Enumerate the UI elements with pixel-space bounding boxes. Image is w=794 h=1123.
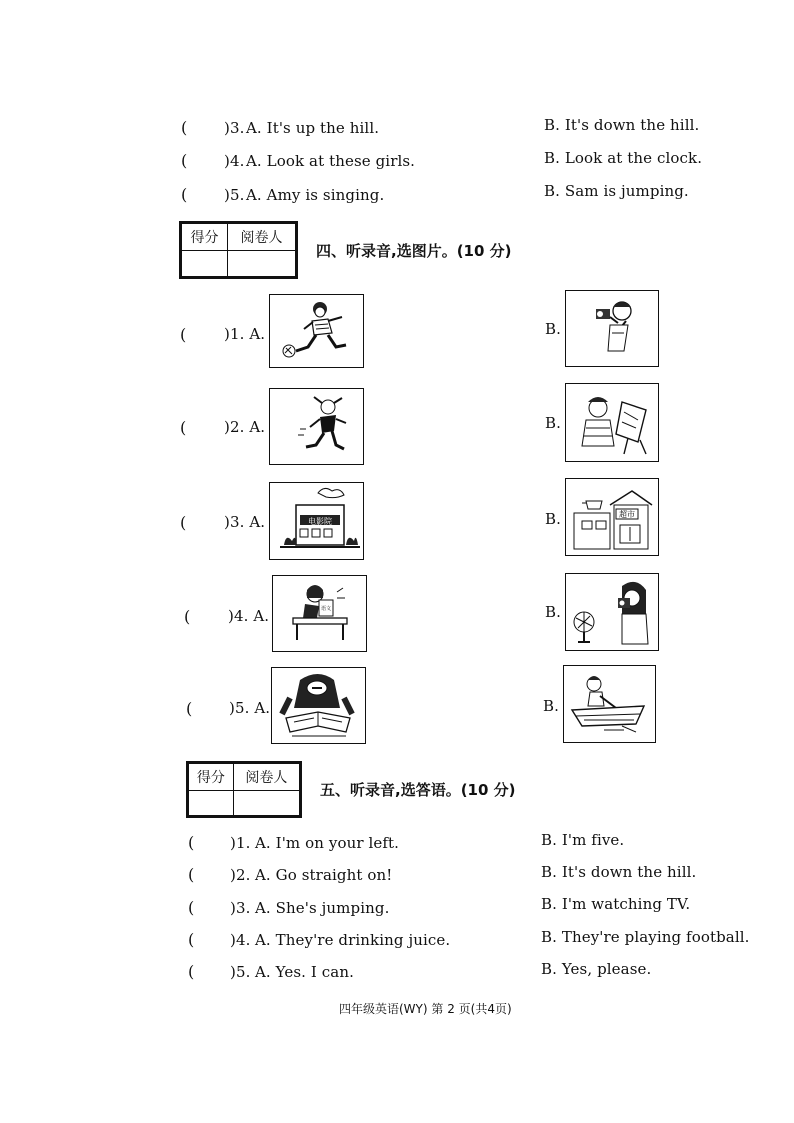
option-a: A. Yes. I can. <box>255 963 354 981</box>
question-number: )3. A. <box>224 513 266 531</box>
question-number: )1. A. <box>224 325 266 343</box>
girl-drawing-at-easel-picture[interactable] <box>565 383 659 462</box>
answer-paren-open: ( <box>180 325 187 344</box>
answer-paren-open: ( <box>186 699 193 718</box>
page-footer: 四年级英语(WY) 第 2 页(共4页) <box>339 1002 512 1016</box>
section5-title: 五、听录音,选答语。(10 分) <box>320 781 516 799</box>
question-number: )5. <box>224 186 245 204</box>
score-box <box>186 761 302 818</box>
option-b: B. Look at the clock. <box>544 149 703 167</box>
answer-paren-open: ( <box>188 898 195 917</box>
option-b: B. I'm five. <box>541 831 625 849</box>
cinema-sign: 电影院 <box>308 517 332 526</box>
girl-reading-at-desk-picture[interactable] <box>272 575 367 652</box>
section4-title: 四、听录音,选图片。(10 分) <box>316 242 512 260</box>
question-number: )3. <box>230 899 251 917</box>
option-b: B. Yes, please. <box>541 960 652 978</box>
score-label: 得分 <box>189 764 234 791</box>
score-cell[interactable] <box>182 251 228 277</box>
option-b: B. It's down the hill. <box>541 863 697 881</box>
girl-rowing-boat-picture[interactable] <box>563 665 656 743</box>
option-b-label: B. <box>543 697 559 715</box>
answer-paren-open: ( <box>180 418 187 437</box>
score-box <box>179 221 298 279</box>
option-a: A. Go straight on! <box>255 866 393 884</box>
question-number: )3. <box>224 119 245 137</box>
option-b-label: B. <box>545 603 561 621</box>
boy-taking-photo-picture[interactable] <box>565 290 659 367</box>
option-a: A. Amy is singing. <box>246 186 385 204</box>
option-b-label: B. <box>545 320 561 338</box>
grader-cell[interactable] <box>233 791 299 816</box>
girl-taking-photo-of-tree-picture[interactable] <box>565 573 659 651</box>
answer-paren-open: ( <box>184 607 191 626</box>
grader-label: 阅卷人 <box>227 224 295 251</box>
answer-paren-open: ( <box>180 513 187 532</box>
option-b: B. Sam is jumping. <box>544 182 689 200</box>
girl-running-picture[interactable] <box>269 388 364 465</box>
grader-label: 阅卷人 <box>233 764 299 791</box>
grader-cell[interactable] <box>227 251 295 277</box>
question-number: )4. A. <box>228 607 270 625</box>
question-number: )5. A. <box>229 699 271 717</box>
answer-paren-open: ( <box>181 151 188 170</box>
option-b-label: B. <box>545 414 561 432</box>
option-b: B. I'm watching TV. <box>541 895 691 913</box>
option-a: A. They're drinking juice. <box>255 931 451 949</box>
boy-kicking-football-picture[interactable] <box>269 294 364 368</box>
answer-paren-open: ( <box>188 930 195 949</box>
gorilla-reading-book-picture[interactable] <box>271 667 366 744</box>
question-number: )1. <box>230 834 251 852</box>
option-a: A. Look at these girls. <box>246 152 416 170</box>
book-label: 语文 <box>320 606 332 612</box>
answer-paren-open: ( <box>181 185 188 204</box>
question-number: )5. <box>230 963 251 981</box>
supermarket-building-picture[interactable] <box>565 478 659 556</box>
option-b-label: B. <box>545 510 561 528</box>
answer-paren-open: ( <box>181 118 188 137</box>
option-b: B. It's down the hill. <box>544 116 700 134</box>
score-label: 得分 <box>182 224 228 251</box>
supermarket-sign: 超市 <box>619 510 635 519</box>
answer-paren-open: ( <box>188 865 195 884</box>
answer-paren-open: ( <box>188 833 195 852</box>
question-number: )2. A. <box>224 418 266 436</box>
score-cell[interactable] <box>189 791 234 816</box>
question-number: )2. <box>230 866 251 884</box>
question-number: )4. <box>224 152 245 170</box>
cinema-building-picture[interactable] <box>269 482 364 560</box>
option-b: B. They're playing football. <box>541 928 750 946</box>
option-a: A. She's jumping. <box>255 899 390 917</box>
question-number: )4. <box>230 931 251 949</box>
option-a: A. It's up the hill. <box>246 119 380 137</box>
answer-paren-open: ( <box>188 962 195 981</box>
option-a: A. I'm on your left. <box>255 834 399 852</box>
